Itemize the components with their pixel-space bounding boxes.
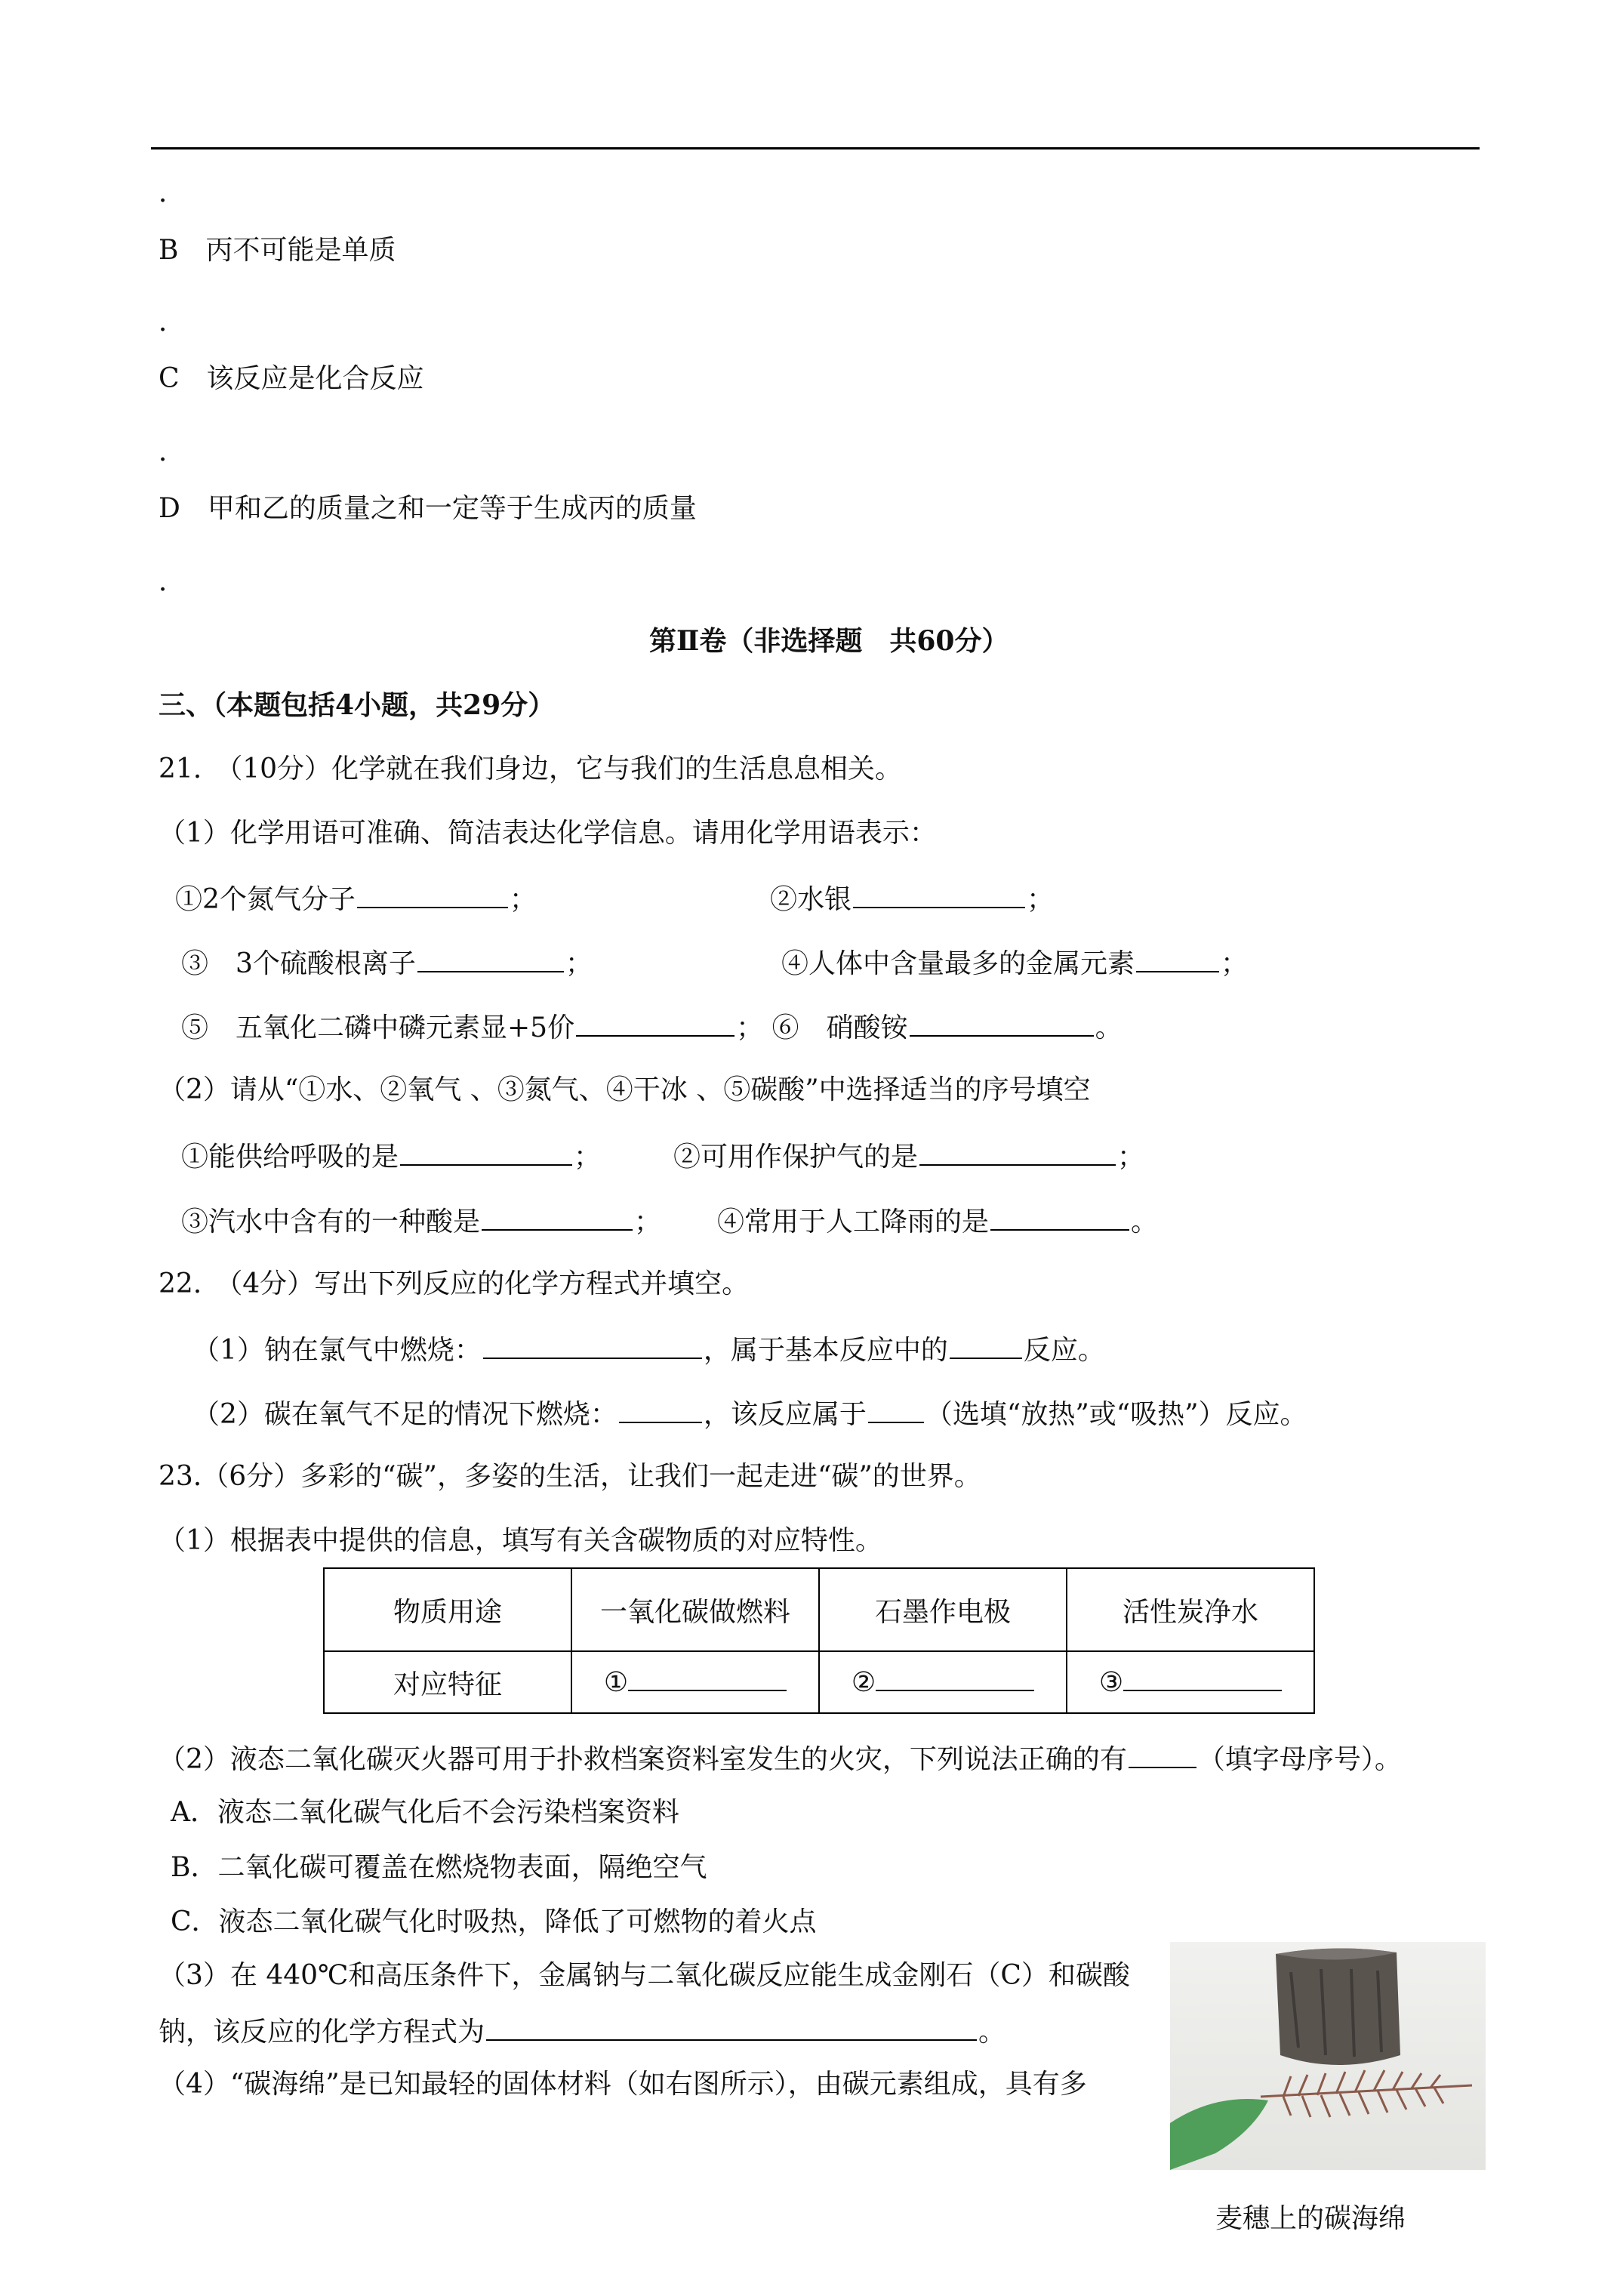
q21-item: ④常用于人工降雨的是 。 xyxy=(717,1202,1158,1240)
answer-blank[interactable] xyxy=(486,2012,977,2041)
answer-blank[interactable] xyxy=(910,1008,1094,1037)
choice-a: A．液态二氧化碳气化后不会污染档案资料 xyxy=(171,1797,679,1828)
q23-sub1: （1）根据表中提供的信息，填写有关含碳物质的对应特性。 xyxy=(159,1525,882,1556)
q22-stem: 22. （4分）写出下列反应的化学方程式并填空。 xyxy=(159,1268,750,1299)
answer-blank[interactable] xyxy=(357,880,508,908)
table-header: 一氧化碳做燃料 xyxy=(571,1568,819,1651)
answer-blank[interactable] xyxy=(919,1137,1116,1166)
q21-sub2: （2）请从“①水、②氧气 、③氮气、④干冰 、⑤碳酸”中选择适当的序号填空 xyxy=(159,1074,1091,1105)
table-header: 石墨作电极 xyxy=(819,1568,1067,1651)
choice-b: B．二氧化碳可覆盖在燃烧物表面，隔绝空气 xyxy=(171,1852,707,1883)
carbon-sponge-photo xyxy=(1170,1942,1486,2170)
option-dot: ． xyxy=(159,177,186,208)
answer-blank[interactable] xyxy=(868,1395,924,1423)
q21-item: ④人体中含量最多的金属元素 ； xyxy=(781,944,1248,982)
option-dot: ． xyxy=(159,566,186,597)
q21-item: ③ 3个硫酸根离子 ； xyxy=(181,944,593,982)
q23-sub4: （4）“碳海绵”是已知最轻的固体材料（如右图所示），由碳元素组成，具有多 xyxy=(159,2069,1087,2100)
table-row-label: 对应特征 xyxy=(324,1651,571,1713)
answer-blank[interactable] xyxy=(1129,1740,1196,1768)
q21-sub1: （1）化学用语可准确、简洁表达化学信息。请用化学用语表示： xyxy=(159,818,937,849)
choice-c: C．液态二氧化碳气化时吸热，降低了可燃物的着火点 xyxy=(171,1906,817,1937)
table-header: 活性炭净水 xyxy=(1067,1568,1314,1651)
option-b: B 丙不可能是单质 xyxy=(159,235,396,266)
table-answer-cell[interactable]: ① xyxy=(571,1651,819,1713)
answer-blank[interactable] xyxy=(483,1330,702,1359)
q21-item: ①2个氮气分子 ； xyxy=(175,880,537,918)
header-rule xyxy=(151,147,1480,149)
q21-item: ②水银 ； xyxy=(770,880,1054,918)
answer-blank[interactable] xyxy=(990,1202,1129,1231)
q21-item: ②可用作保护气的是 ； xyxy=(673,1137,1144,1176)
answer-blank[interactable] xyxy=(853,880,1025,908)
part-title: 三、（本题包括4小题，共29分） xyxy=(159,689,556,721)
answer-blank[interactable] xyxy=(482,1202,633,1231)
q22-line2: （2）碳在氧气不足的情况下燃烧： ，该反应属于 （选填“放热”或“吸热”）反应。 xyxy=(192,1395,1307,1433)
table-answer-cell[interactable]: ③ xyxy=(1067,1651,1314,1713)
photo-caption: 麦穗上的碳海绵 xyxy=(1215,2203,1406,2234)
table-answer-cell[interactable]: ② xyxy=(819,1651,1067,1713)
table-header: 物质用途 xyxy=(324,1568,571,1651)
option-c: C 该反应是化合反应 xyxy=(159,363,424,394)
option-dot: ． xyxy=(159,436,186,467)
q23-sub3-line1: （3）在 440℃和高压条件下，金属钠与二氧化碳反应能生成金刚石（C）和碳酸 xyxy=(159,1960,1130,1991)
option-dot: ． xyxy=(159,307,186,337)
q21-stem: 21. （10分）化学就在我们身边，它与我们的生活息息相关。 xyxy=(159,754,903,784)
q21-item: ③汽水中含有的一种酸是 ； xyxy=(181,1202,661,1240)
answer-blank[interactable] xyxy=(950,1330,1022,1359)
carbon-table xyxy=(323,1567,1315,1714)
q23-stem: 23.（6分）多彩的“碳”，多姿的生活，让我们一起走进“碳”的世界。 xyxy=(159,1461,981,1492)
answer-blank[interactable] xyxy=(417,944,564,972)
q23-sub2: （2）液态二氧化碳灭火器可用于扑救档案资料室发生的火灾，下列说法正确的有 （填字母序号）。 xyxy=(159,1740,1402,1778)
q23-sub3-line2: 钠，该反应的化学方程式为 。 xyxy=(159,2012,1006,2051)
q21-item: ⑤ 五氧化二磷中磷元素显+5价 ； ⑥ 硝酸铵 。 xyxy=(181,1008,1123,1046)
q22-line1: （1）钠在氯气中燃烧： ，属于基本反应中的 反应。 xyxy=(192,1330,1105,1369)
section-title: 第Ⅱ卷（非选择题 共60分） xyxy=(649,625,1009,657)
answer-blank[interactable] xyxy=(400,1137,572,1166)
option-d: D 甲和乙的质量之和一定等于生成丙的质量 xyxy=(159,493,697,524)
q21-item: ①能供给呼吸的是 ； xyxy=(181,1137,601,1176)
answer-blank[interactable] xyxy=(619,1395,702,1423)
answer-blank[interactable] xyxy=(1136,944,1219,972)
answer-blank[interactable] xyxy=(576,1008,735,1037)
